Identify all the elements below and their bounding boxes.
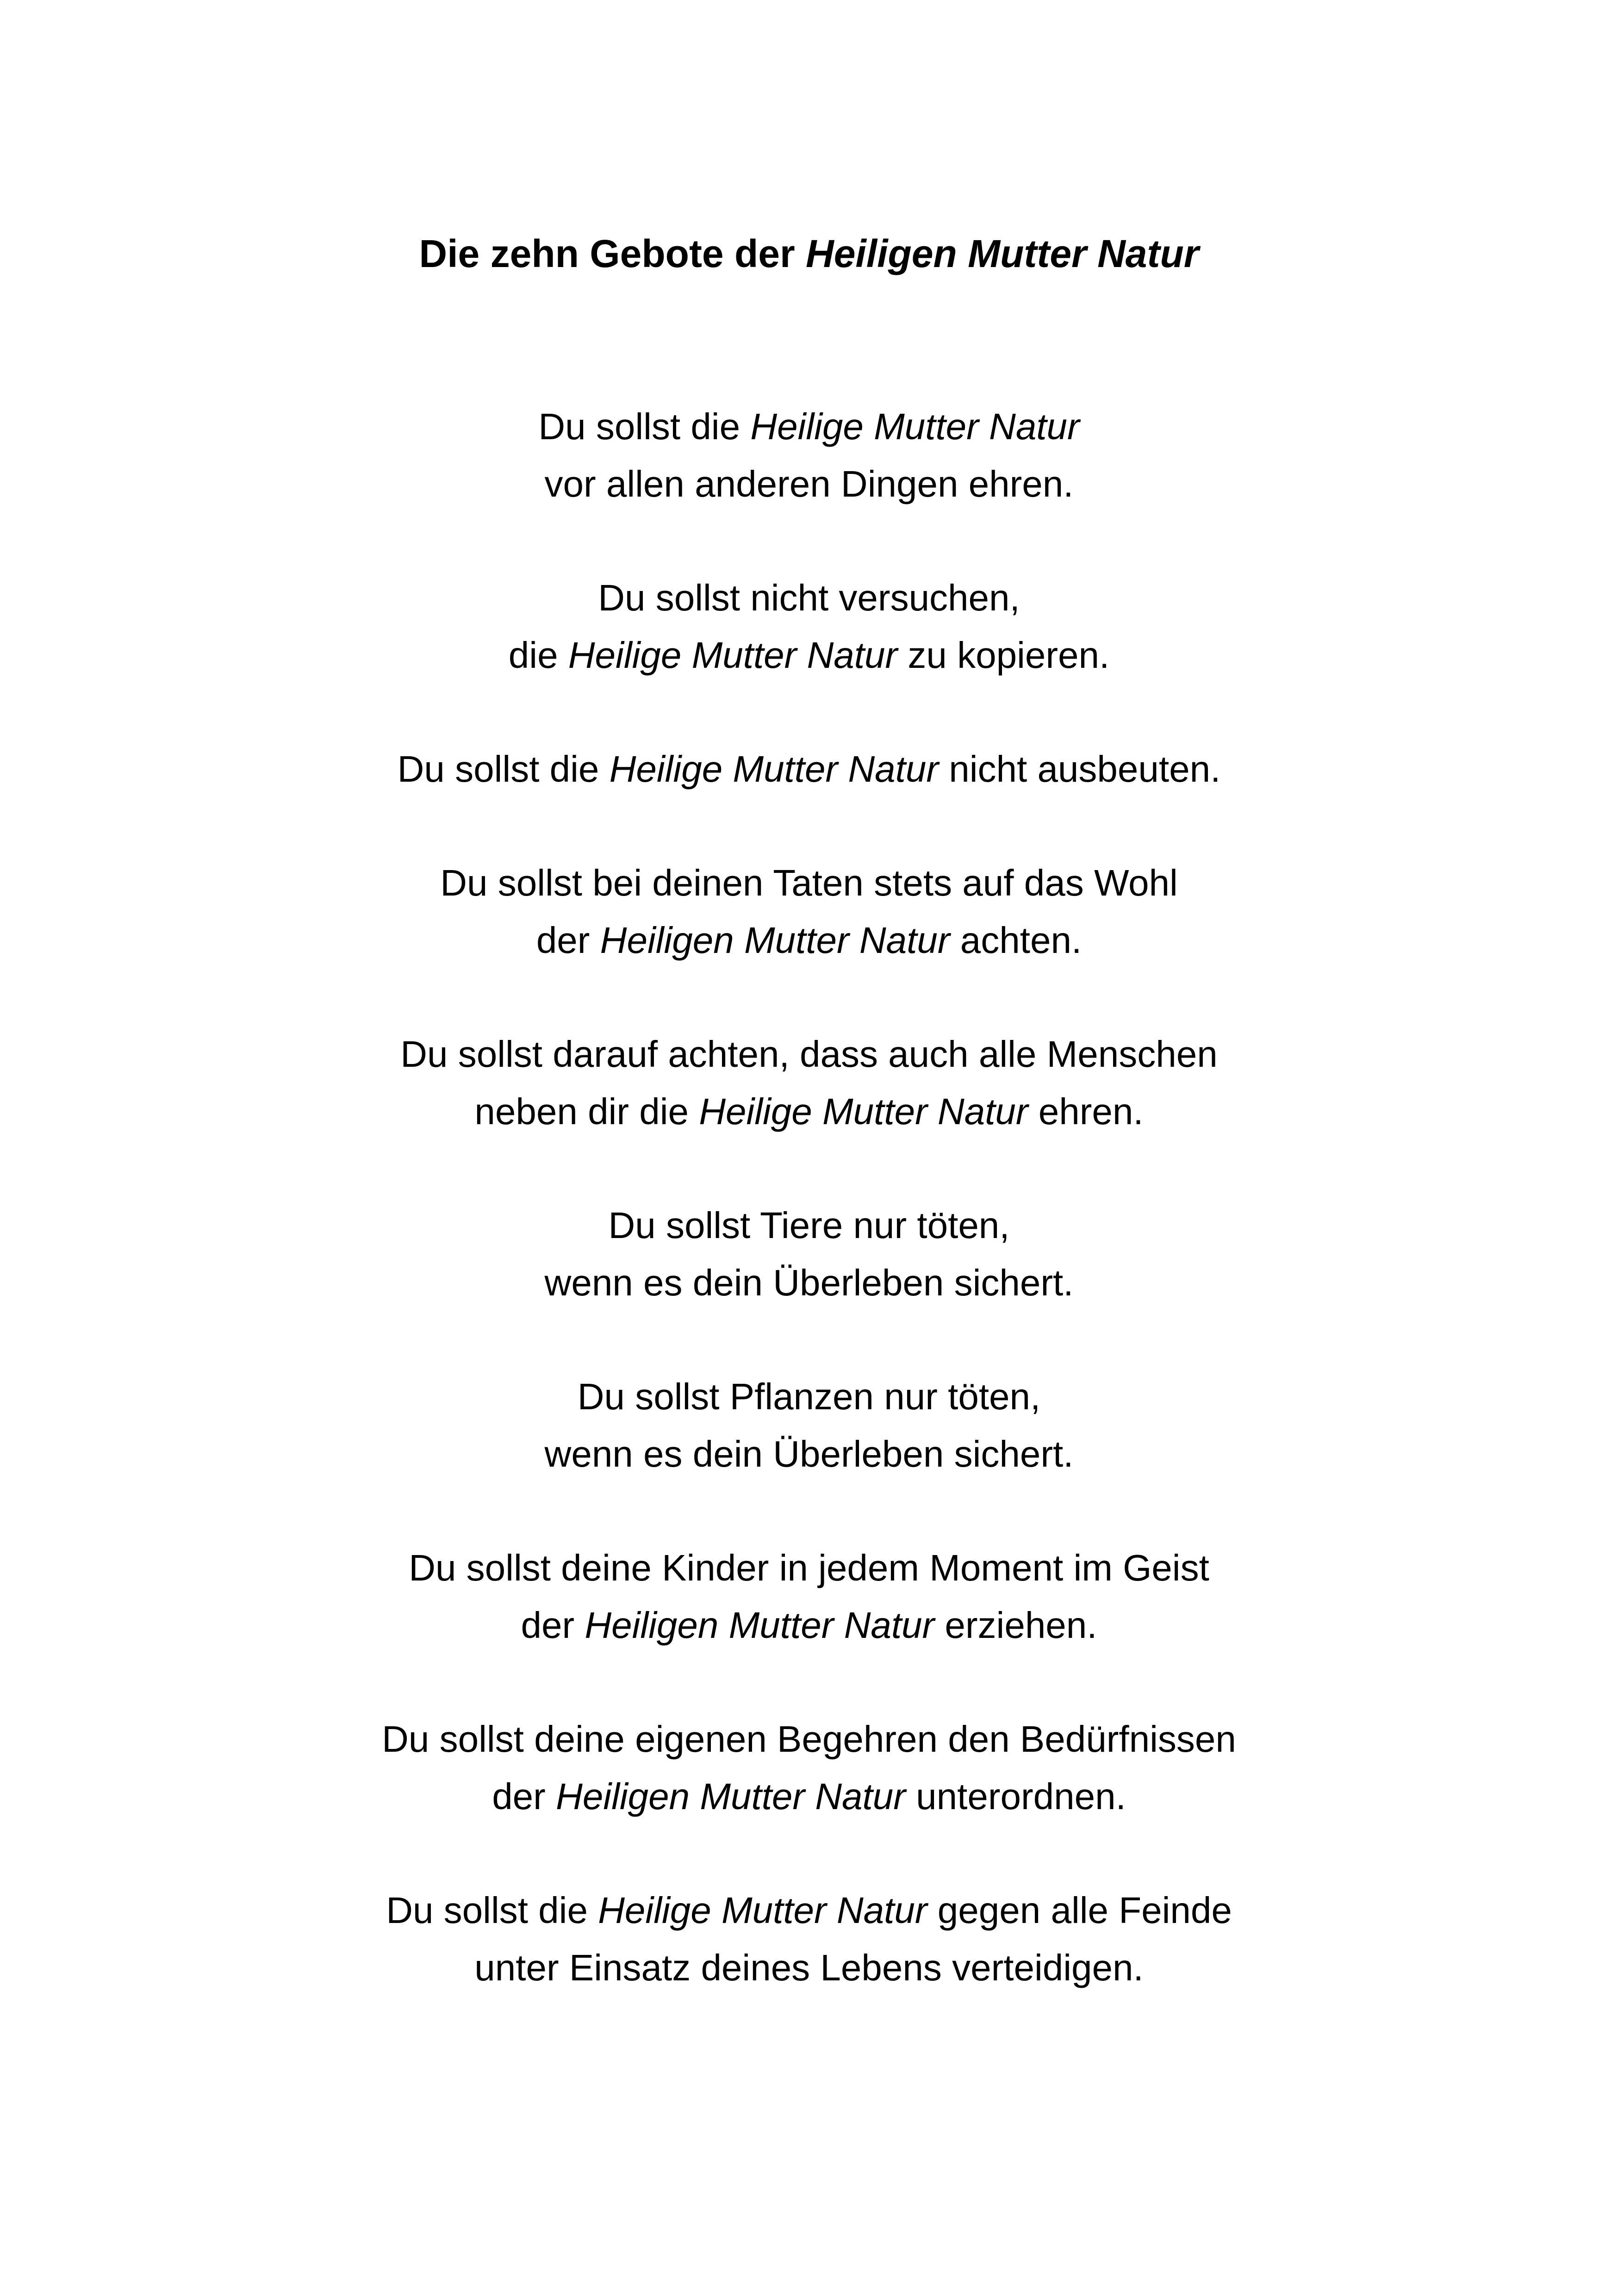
text-segment: der [492, 1776, 556, 1817]
commandment-line [0, 1939, 1618, 1997]
commandment-7 [0, 1368, 1618, 1483]
commandment-5 [0, 1026, 1618, 1140]
commandment-line [0, 1083, 1618, 1140]
commandment-line [0, 569, 1618, 627]
commandment-line [0, 912, 1618, 969]
commandment-9 [0, 1711, 1618, 1825]
text-segment: wenn es dein Überleben sichert. [544, 1433, 1074, 1475]
commandments-list [0, 398, 1618, 2053]
text-segment: Du sollst nicht versuchen, [598, 577, 1020, 618]
commandment-2 [0, 569, 1618, 684]
text-segment: unterordnen. [905, 1776, 1126, 1817]
commandment-6 [0, 1197, 1618, 1312]
emphasis-text: Heiligen Mutter Natur [556, 1776, 906, 1817]
text-segment: Du sollst die [538, 406, 751, 447]
text-segment: der [521, 1605, 585, 1646]
emphasis-text: Heilige Mutter Natur [568, 635, 898, 676]
text-segment: Du sollst Pflanzen nur töten, [577, 1376, 1041, 1417]
commandment-line [0, 1539, 1618, 1597]
commandment-line [0, 398, 1618, 455]
text-segment: ehren. [1028, 1091, 1144, 1132]
text-segment: erziehen. [934, 1605, 1097, 1646]
commandment-3 [0, 740, 1618, 798]
emphasis-text: Heilige Mutter Natur [609, 748, 939, 790]
text-segment: nicht ausbeuten. [939, 748, 1221, 790]
text-segment: Du sollst bei deinen Taten stets auf das Wohl [440, 862, 1178, 903]
text-segment: neben dir die [474, 1091, 699, 1132]
commandment-line [0, 1368, 1618, 1425]
emphasis-text: Heilige Mutter Natur [598, 1890, 927, 1931]
commandment-line [0, 1597, 1618, 1654]
commandment-line [0, 854, 1618, 912]
emphasis-text: Heiligen Mutter Natur [585, 1605, 935, 1646]
text-segment: wenn es dein Überleben sichert. [544, 1262, 1074, 1303]
text-segment: gegen alle Feinde [927, 1890, 1232, 1931]
page-title [0, 226, 1618, 281]
text-segment: Du sollst darauf achten, dass auch alle Menschen [400, 1033, 1218, 1075]
text-segment: Du sollst Tiere nur töten, [608, 1205, 1010, 1246]
commandment-8 [0, 1539, 1618, 1654]
commandment-line [0, 740, 1618, 798]
commandment-line [0, 1197, 1618, 1254]
commandment-line [0, 1254, 1618, 1312]
emphasis-text: Heiligen Mutter Natur [600, 920, 950, 961]
text-segment: Du sollst deine eigenen Begehren den Bedürfnissen [382, 1718, 1236, 1760]
commandment-4 [0, 854, 1618, 969]
commandment-line [0, 1882, 1618, 1939]
commandment-line [0, 627, 1618, 684]
commandment-1 [0, 398, 1618, 513]
text-segment: die [508, 635, 568, 676]
text-segment: zu kopieren. [897, 635, 1110, 676]
commandment-line [0, 1768, 1618, 1825]
commandment-line [0, 1026, 1618, 1083]
text-segment: achten. [950, 920, 1082, 961]
emphasis-text: Heilige Mutter Natur [750, 406, 1080, 447]
text-segment: unter Einsatz deines Lebens verteidigen. [474, 1947, 1144, 1988]
commandment-line [0, 1711, 1618, 1768]
text-segment: Du sollst die [397, 748, 610, 790]
text-segment: vor allen anderen Dingen ehren. [544, 463, 1074, 504]
commandment-10 [0, 1882, 1618, 1997]
commandment-line [0, 455, 1618, 513]
title-emphasis: Heiligen Mutter Natur [806, 232, 1199, 275]
text-segment: der [536, 920, 600, 961]
text-segment: Du sollst deine Kinder in jedem Moment im Geist [409, 1547, 1209, 1588]
title-prefix: Die zehn Gebote der [419, 232, 806, 275]
commandment-line [0, 1425, 1618, 1483]
text-segment: Du sollst die [386, 1890, 598, 1931]
emphasis-text: Heilige Mutter Natur [699, 1091, 1028, 1132]
